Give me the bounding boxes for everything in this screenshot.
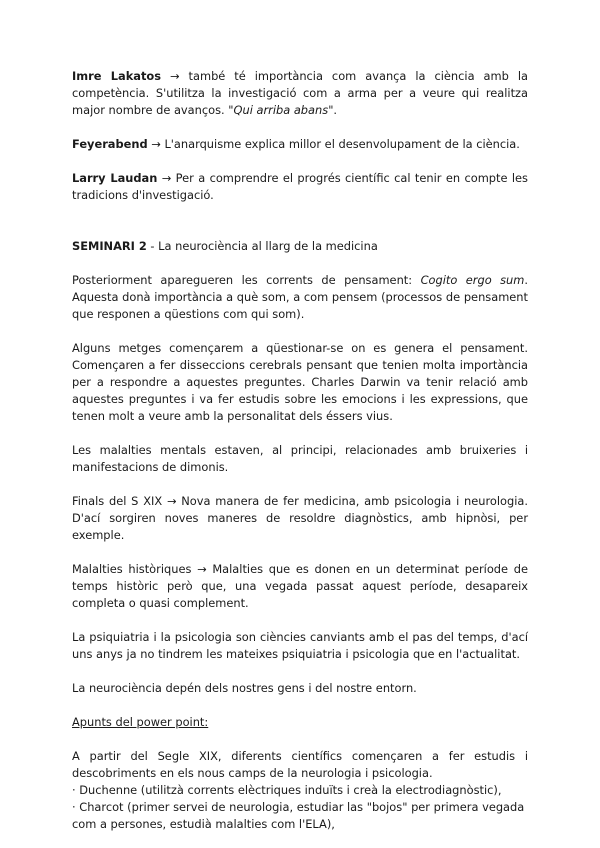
paragraph-text: . Aquesta donà importància a què som, a com pensem (processos de pensament que responen a qüestions com qui som). bbox=[72, 273, 528, 321]
list-item: · Charcot (primer servei de neurologia, estudiar las "bojos" per primera vegada com a persones, estudià malalties com l'ELA), bbox=[72, 800, 525, 831]
seminar-label: SEMINARI 2 bbox=[72, 239, 147, 253]
paragraph-text: L'anarquisme explica millor el desenvolupament de la ciència. bbox=[164, 137, 520, 151]
paragraph-historic-illness: Malalties històriques → Malalties que es donen en un determinat període de temps històric però que, una vegada passat aquest període, desapareix completa o quasi complement. bbox=[72, 562, 528, 610]
italic-text: Cogito ergo sum bbox=[420, 273, 525, 287]
notes-intro: A partir del Segle XIX, diferents científics començaren a fer estudis i descobriments en els nous camps de la neurologia i psicologia. bbox=[72, 749, 528, 780]
author-name: Feyerabend bbox=[72, 137, 148, 151]
paragraph-neuroscience: La neurociència depén dels nostres gens i del nostre entorn. bbox=[72, 681, 417, 695]
paragraph-text: Posteriorment aparegueren les corrents de pensament: bbox=[72, 273, 421, 287]
paragraph-laudan bbox=[72, 170, 528, 204]
paragraph-text: ". bbox=[328, 103, 338, 117]
quote-text: Qui arriba abans bbox=[233, 103, 329, 117]
notes-heading-text: Apunts del power point: bbox=[72, 715, 209, 729]
list-item: · Duchenne (utilitzà corrents elèctriques induïts i creà la electrodiagnòstic), bbox=[72, 783, 502, 797]
paragraph-psychiatry: La psiquiatria i la psicologia son ciències canviants amb el pas del temps, d'ací uns anys ja no tindrem les mateixes psiquiatria i psicologia que en l'actualitat. bbox=[72, 630, 528, 661]
notes-list bbox=[72, 748, 528, 833]
author-name: Imre Lakatos bbox=[72, 69, 162, 83]
author-name: Larry Laudan bbox=[72, 171, 158, 185]
notes-heading bbox=[72, 714, 528, 731]
paragraph-mental-illness: Les malalties mentals estaven, al principi, relacionades amb bruixeries i manifestacions de dimonis. bbox=[72, 443, 528, 474]
seminar-title: - La neurociència al llarg de la medicina bbox=[146, 239, 378, 253]
paragraph-feyerabend bbox=[72, 136, 528, 153]
paragraph-text: Per a comprendre el progrés científic cal tenir en compte les tradicions d'investigació. bbox=[72, 171, 528, 202]
paragraph-late-xix: Finals del S XIX → Nova manera de fer medicina, amb psicologia i neurologia. D'ací sorgiren noves maneres de resoldre diagnòstics, amb hipnòsi, per exemple. bbox=[72, 494, 528, 542]
paragraph-darwin: Alguns metges començarem a qüestionar-se on es genera el pensament. Començaren a fer disseccions cerebrals pensant que tenien molta importància per a respondre a aquestes preguntes. Charles Darwin va tenir relació amb aquestes preguntes i va fer estudis sobre les emocions i les expressions, que tenen molt a veure amb la personalitat dels éssers vius. bbox=[72, 341, 528, 423]
arrow: → bbox=[157, 171, 176, 185]
arrow: → bbox=[147, 137, 165, 151]
paragraph-cogito bbox=[72, 272, 528, 323]
seminar-heading bbox=[72, 238, 528, 255]
paragraph-lakatos bbox=[72, 68, 528, 119]
paragraph-text: també té importància com avança la ciència amb la competència. S'utilitza la investigació com a arma per a veure qui realitza major nombre de avanços. " bbox=[72, 69, 528, 117]
arrow: → bbox=[161, 69, 189, 83]
spacer bbox=[72, 221, 528, 238]
